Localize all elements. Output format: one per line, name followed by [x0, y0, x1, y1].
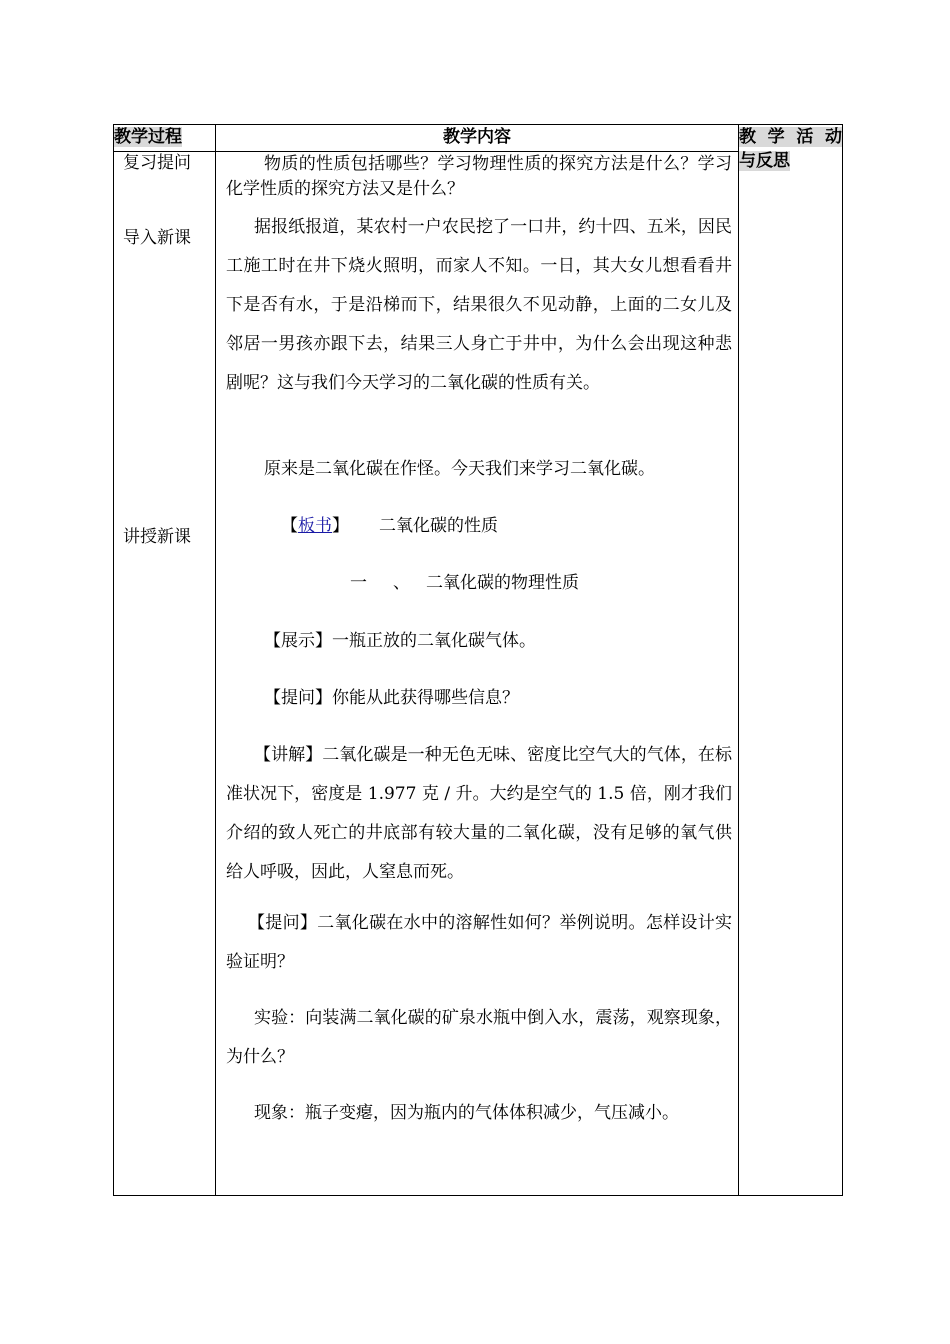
phenomenon-paragraph: 现象：瓶子变瘪，因为瓶内的气体体积减少，气压减小。	[254, 1103, 679, 1123]
stage-column	[114, 152, 216, 1196]
header-content: 教学内容	[443, 127, 511, 147]
header-activity-cell	[739, 125, 843, 1196]
header-activity-line1: 教学活动	[739, 127, 842, 147]
header-content-cell	[216, 125, 739, 152]
board-heading	[226, 507, 732, 546]
board-title: 二氧化碳的性质	[379, 516, 498, 536]
board-bracket-open: 【	[281, 516, 298, 536]
review-question: 物质的性质包括哪些？学习物理性质的探究方法是什么？学习化学性质的探究方法又是什么？	[226, 154, 732, 199]
section-heading	[226, 564, 732, 603]
stage-review: 复习提问	[123, 153, 191, 173]
header-process: 教学过程	[114, 127, 182, 147]
table-header-row	[114, 125, 843, 152]
lesson-plan-table	[113, 124, 843, 1196]
show-paragraph: 【展示】一瓶正放的二氧化碳气体。	[264, 631, 536, 651]
explain-paragraph: 【讲解】二氧化碳是一种无色无味、密度比空气大的气体，在标准状况下，密度是 1.977 克 / 升。大约是空气的 1.5 倍，刚才我们介绍的致人死亡的井底部有较大量的二氧化碳，没有足够的氧气供给人呼吸，因此，人窒息而死。	[226, 745, 732, 882]
board-bracket-close: 】	[332, 516, 349, 536]
table-body-row	[114, 152, 843, 1196]
experiment-paragraph: 实验：向装满二氧化碳的矿泉水瓶中倒入水，震荡，观察现象，为什么？	[226, 1008, 732, 1067]
header-activity-line2: 与反思	[739, 151, 790, 171]
ask-paragraph-1: 【提问】你能从此获得哪些信息？	[264, 688, 519, 708]
content-column	[216, 152, 739, 1196]
board-link[interactable]: 板书	[298, 516, 332, 536]
section-number: 一	[350, 573, 367, 593]
section-title: 二氧化碳的物理性质	[426, 573, 579, 593]
ask-paragraph-2: 【提问】二氧化碳在水中的溶解性如何？举例说明。怎样设计实验证明？	[226, 913, 732, 972]
header-process-cell	[114, 125, 216, 152]
section-separator: 、	[393, 573, 410, 593]
story-paragraph: 据报纸报道，某农村一户农民挖了一口井，约十四、五米，因民工施工时在井下烧火照明，而家人不知。一日，其大女儿想看看井下是否有水，于是沿梯而下，结果很久不见动静，上面的二女儿及邻居一男孩亦跟下去，结果三人身亡于井中，为什么会出现这种悲剧呢？这与我们今天学习的二氧化碳的性质有关。	[226, 217, 732, 393]
stage-intro: 导入新课	[123, 228, 191, 248]
reveal-paragraph: 原来是二氧化碳在作怪。今天我们来学习二氧化碳。	[264, 459, 655, 479]
stage-teach: 讲授新课	[123, 527, 191, 547]
